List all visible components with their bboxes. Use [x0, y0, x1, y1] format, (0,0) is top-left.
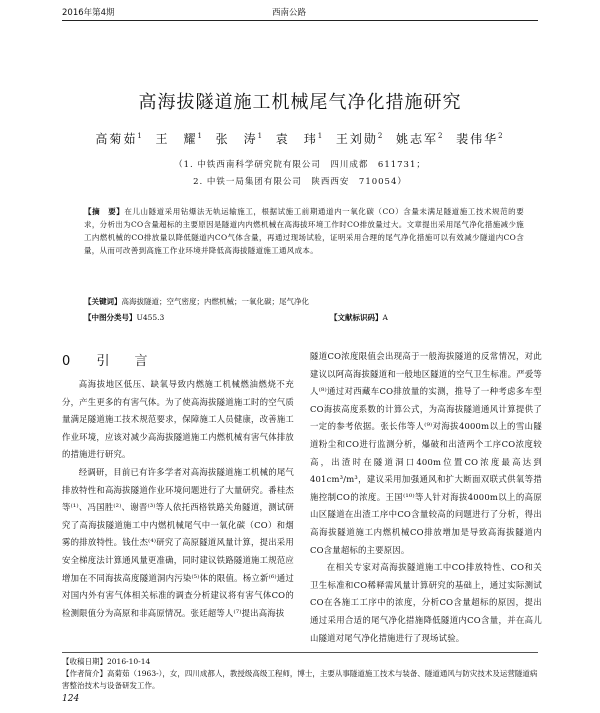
keywords: [84, 296, 309, 307]
paper-title: 高海拔隧道施工机械尾气净化措施研究: [138, 92, 462, 113]
section-number: 0: [62, 354, 77, 369]
paragraph: 高海拔地区低压、缺氧导致内燃施工机械燃油燃烧不充分，产生更多的有害气体。为了使高海拔隧道施工时的空气质量满足隧道施工技术规范要求，保障施工人员健康，改善施工作业环境，应该对减少高海拔隧道施工内燃机械有害气体排放的措施进行研究。: [62, 379, 294, 460]
left-column: [62, 376, 294, 622]
abstract: [84, 205, 524, 257]
paragraph: 在相关专家对高海拔隧道施工中CO排放特性、CO和关卫生标准和CO稀释需风量计算研究的基础上，通过实际测试CO在各施工工序中的浓度，分析CO含量超标的原因，提出通过采用合适的尾气净化措施降低隧道内CO含量，并在高儿山隧道对尾气净化措施进行了现场试验。: [310, 562, 542, 643]
abstract-label: 【摘 要】: [84, 207, 125, 216]
right-column: [310, 348, 542, 647]
author-list: [0, 130, 600, 147]
author: 王刘勋$^2$: [335, 132, 385, 146]
author: 高菊茹$^1$: [95, 132, 144, 146]
affiliation-1: （1. 中铁西南科学研究院有限公司 四川成都 611731；: [174, 160, 426, 170]
keywords-text: 高海拔隧道；空气密度；内燃机械；一氧化碳；尾气净化: [121, 297, 309, 306]
header-issue: 2016年第4期: [62, 8, 115, 18]
keywords-label: 【关键词】: [84, 297, 122, 306]
clc-label: 【中图分类号】: [84, 313, 137, 322]
received-date: 【收稿日期】2016-10-14: [62, 657, 151, 666]
section-heading: [62, 350, 154, 369]
author: 姚志军$^2$: [396, 132, 445, 146]
header-rule: [62, 20, 538, 21]
abstract-text: 在儿山隧道采用钻爆法无轨运输施工，根据试施工前期通道内一氧化碳（CO）含量未满足隧道施工技术规范的要求，分析出为CO含量超标的主要原因是隧道内内燃机械在高海拔环境工作时CO排放量过大。文章提出采用尾气净化措施减少施工内燃机械的CO排放量以降低隧道内CO气体含量，再通过现场试验，证明采用合理的尾气净化措施可以有效减少隧道内CO含量，从而可改善到高施工作业环境并降低高海拔隧道施工通风成本。: [84, 207, 525, 255]
clc-code: [84, 312, 164, 323]
author: 裴伟华$^2$: [456, 132, 505, 146]
header-journal: 西南公路: [272, 8, 307, 18]
footnotes: [62, 656, 542, 692]
paragraph: 隧道CO浓度限值会出现高于一般海拔隧道的反常情况，对此建议以阿高海拔隧道和一般地区隧道的空气卫生标准。严爱等人⁽⁸⁾通过对西藏车CO排放量的实测，推导了一种考虑多车型CO海拔高度系数的计算公式，为高海拔隧道通风计算提供了一定的参考依据。张长伟等人⁽⁹⁾对海拔4000m以上的雪山隧道粉尘和CO进行监测分析，爆破和出渣两个工序CO浓度较高，出渣时在隧道洞口400m位置CO浓度最高达到401cm³/m³，建议采用加强通风和扩大断面双联式供氧等措施控制CO的浓度。王国⁽¹⁰⁾等人针对海拔4000m以上的高原山区隧道在出渣工序中CO含量较高的问题进行了分析，得出高海拔隧道施工内燃机械CO排放增加是导致高海拔隧道内CO含量超标的主要原因。: [310, 351, 542, 555]
author: 张 涛$^1$: [215, 132, 265, 146]
section-title: 引 言: [96, 354, 154, 369]
footnote-rule: [62, 652, 538, 653]
page-number: 124: [62, 694, 80, 704]
author: 王 耀$^1$: [155, 132, 204, 146]
doc-code: [330, 312, 388, 323]
author-bio: 【作者简介】高菊茹（1963-），女，四川成都人，教授级高级工程师，博士，主要从事隧道施工技术与装备、隧道通风与防灾技术及运营隧道病害整治技术与设备研发工作。: [62, 669, 538, 690]
doc-label: 【文献标识码】: [330, 313, 383, 322]
affiliation-2: 2. 中铁一局集团有限公司 陕西西安 710054）: [193, 177, 407, 187]
doc-value: A: [382, 313, 388, 322]
paragraph: 经调研，目前已有许多学者对高海拔隧道施工机械的尾气排放特性和高海拔隧道作业环境问题进行了大量研究。番桂杰等⁽¹⁾、冯国胜⁽²⁾、谢晋⁽³⁾等人依托西格铁路关角隧道，测试研究了高海拔隧道施工中内燃机械尾气中一氧化碳（CO）和烟雾的排放特性。钱仕杰⁽⁴⁾研究了高原隧道风量计算，提出采用安全梯度法计算通风量更准确，同时建议铁路隧道施工规范应增加在不同海拔高度隧道洞内污染⁽⁵⁾体的限值。杨立新⁽⁶⁾通过对国内外有害气体相关标准的调查分析建议将有害气体CO的检测限值分为高原和非高原情况。张廷超等人⁽⁷⁾提出高海拔: [62, 466, 294, 618]
clc-value: U455.3: [136, 313, 165, 322]
author: 袁 玮$^1$: [275, 132, 325, 146]
